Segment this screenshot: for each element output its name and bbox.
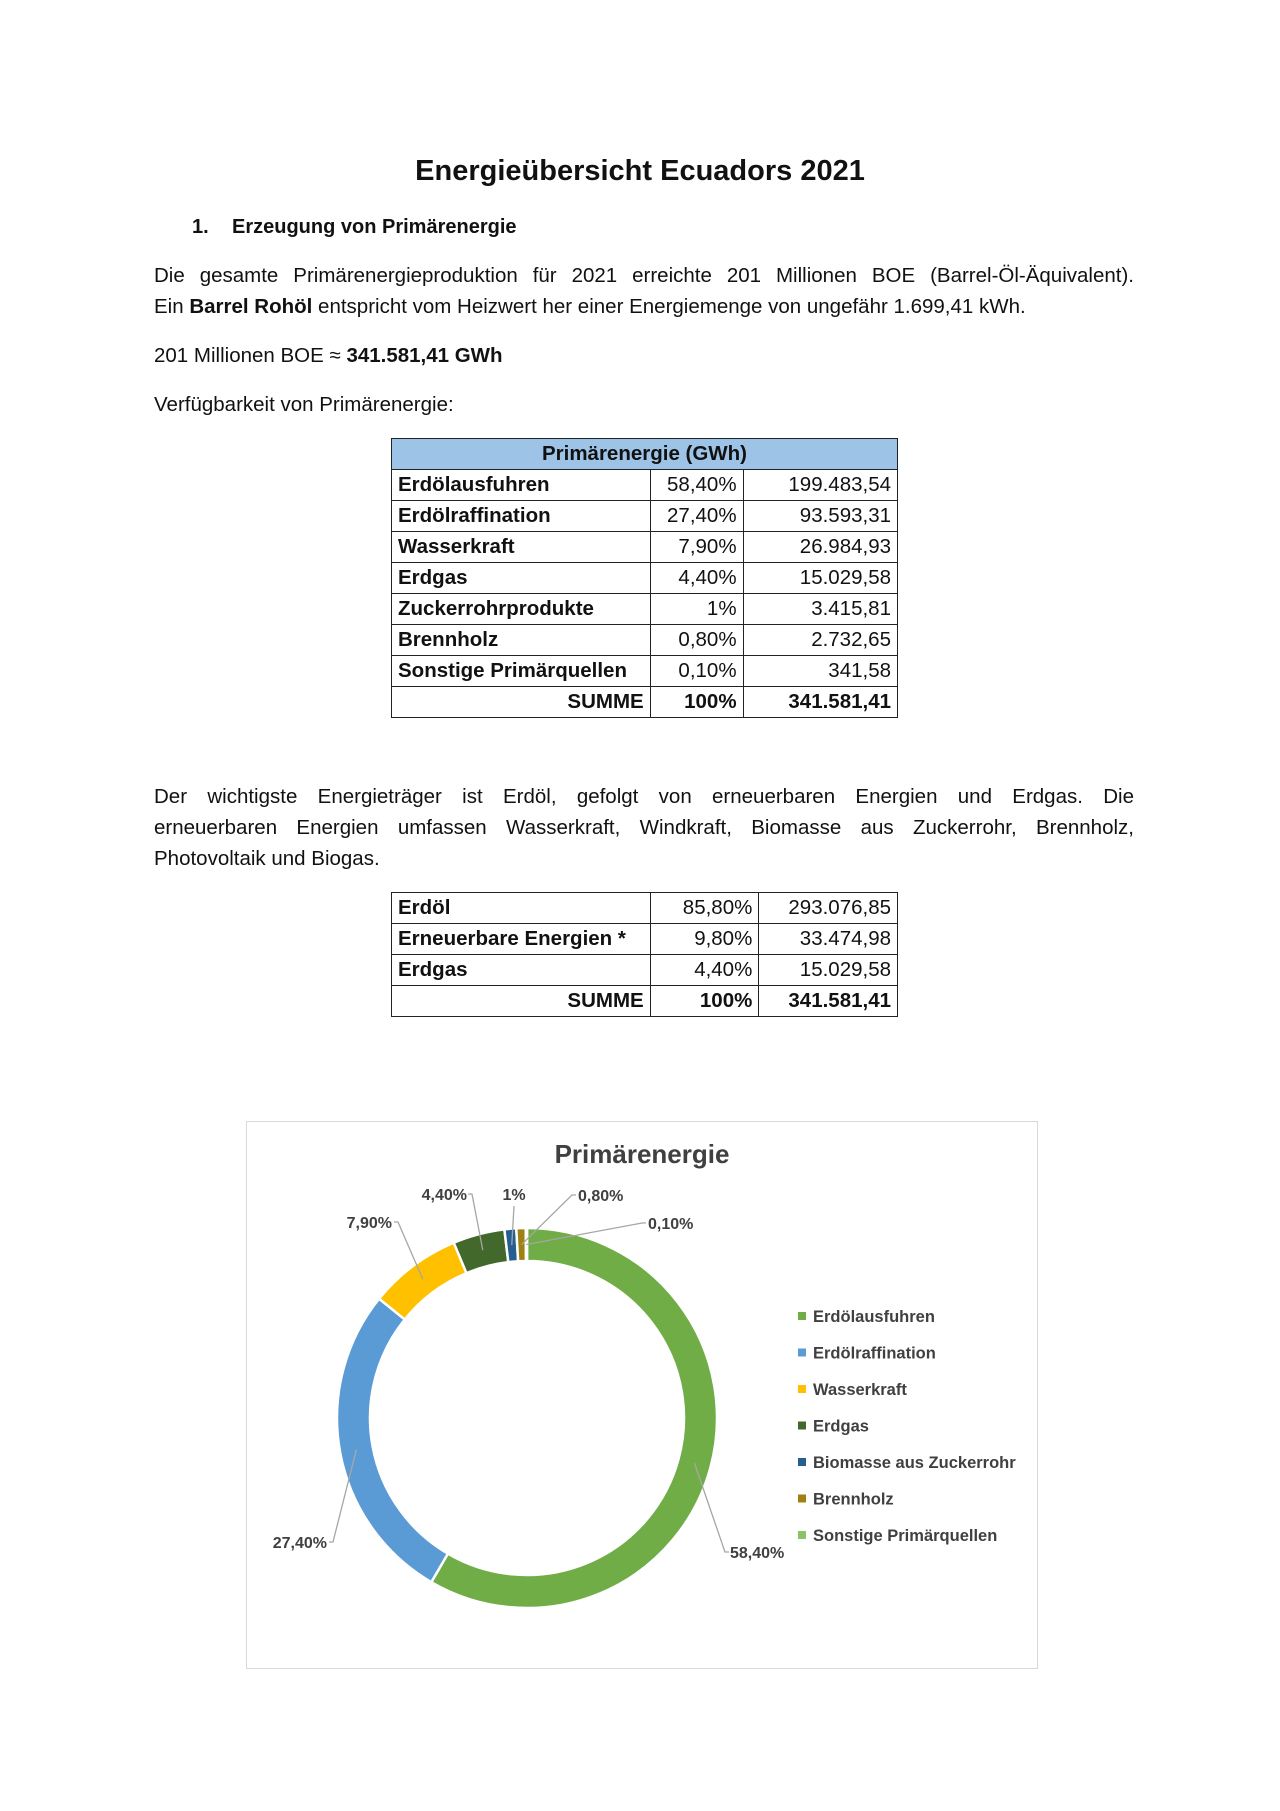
row-gwh: 199.483,54 [743,470,897,501]
sum-gwh: 341.581,41 [743,687,897,718]
conversion-pre: 201 Millionen BOE ≈ [154,344,347,367]
row-percent: 0,10% [650,656,743,687]
legend-label-wasserkraft: Wasserkraft [813,1381,907,1399]
sum-percent: 100% [650,986,759,1017]
document-title: Energieübersicht Ecuadors 2021 [415,155,865,187]
donut-slice-erdolraffination [337,1299,448,1582]
chart-slices [337,1228,717,1608]
row-percent: 4,40% [650,955,759,986]
row-label: Sonstige Primärquellen [392,656,651,687]
sum-label: SUMME [392,986,651,1017]
leader-line [694,1463,729,1552]
legend-swatch-brennholz [798,1495,806,1503]
row-label: Erdgas [392,955,651,986]
legend-label-biomasse-aus-zuckerrohr: Biomasse aus Zuckerrohr [813,1454,1016,1472]
row-percent: 4,40% [650,563,743,594]
carrier-line-3: Photovoltaik und Biogas. [154,847,380,870]
donut-slice-wasserkraft [379,1243,466,1320]
legend-label-sonstige-primarquellen: Sonstige Primärquellen [813,1527,998,1545]
conversion-value: 341.581,41 GWh [346,344,503,367]
section-number: 1. [192,216,209,238]
legend-swatch-erdgas [798,1422,806,1430]
intro-line-2-post: entspricht vom Heizwert her einer Energiemenge von ungefähr 1.699,41 kWh. [312,295,1026,318]
row-gwh: 15.029,58 [759,955,898,986]
row-gwh: 3.415,81 [743,594,897,625]
row-percent: 27,40% [650,501,743,532]
data-label-biomasse-aus-zuckerrohr: 1% [502,1187,526,1204]
row-percent: 9,80% [650,924,759,955]
row-percent: 85,80% [650,893,759,924]
donut-slice-brennholz [516,1228,526,1261]
data-label-erdolraffination: 27,40% [272,1535,327,1552]
intro-line-1: Die gesamte Primärenergieproduktion für 2021 erreichte 201 Millionen BOE (Barrel-Öl-Äquivalent). [154,264,1134,287]
row-label: Zuckerrohrprodukte [392,594,651,625]
availability-label: Verfügbarkeit von Primärenergie: [154,393,454,416]
row-percent: 1% [650,594,743,625]
intro-line-2-bold: Barrel Rohöl [189,295,313,318]
data-label-sonstige-primarquellen: 0,10% [648,1216,694,1233]
row-label: Wasserkraft [392,532,651,563]
data-label-wasserkraft: 7,90% [346,1215,392,1232]
row-label: Brennholz [392,625,651,656]
intro-line-2-pre: Ein [154,295,190,318]
row-label: Erdgas [392,563,651,594]
legend-swatch-biomasse-aus-zuckerrohr [798,1458,806,1466]
row-label: Erneuerbare Energien * [392,924,651,955]
legend-swatch-erdolausfuhren [798,1312,806,1320]
row-percent: 58,40% [650,470,743,501]
row-percent: 0,80% [650,625,743,656]
row-percent: 7,90% [650,532,743,563]
legend-swatch-erdolraffination [798,1349,806,1357]
donut-slice-erdolausfuhren [431,1228,717,1608]
sum-gwh: 341.581,41 [759,986,898,1017]
row-label: Erdölraffination [392,501,651,532]
legend-label-erdolraffination: Erdölraffination [813,1344,936,1363]
row-label: Erdölausfuhren [392,470,651,501]
legend-swatch-sonstige-primarquellen [798,1531,806,1539]
row-gwh: 341,58 [743,656,897,687]
legend-swatch-wasserkraft [798,1385,806,1393]
data-label-brennholz: 0,80% [578,1188,624,1205]
row-gwh: 293.076,85 [759,893,898,924]
row-label: Erdöl [392,893,651,924]
data-label-erdolausfuhren: 58,40% [730,1545,785,1562]
row-gwh: 93.593,31 [743,501,897,532]
row-gwh: 33.474,98 [759,924,898,955]
carrier-line-1: Der wichtigste Energieträger ist Erdöl, gefolgt von erneuerbaren Energien und Erdgas. Die [154,785,1134,808]
sum-percent: 100% [650,687,743,718]
legend-label-erdgas: Erdgas [813,1417,869,1436]
table-header: Primärenergie (GWh) [392,439,898,470]
section-title: Erzeugung von Primärenergie [232,216,517,238]
chart-legend [798,1308,1016,1545]
legend-label-brennholz: Brennholz [813,1490,894,1509]
row-gwh: 2.732,65 [743,625,897,656]
chart-title: Primärenergie [554,1139,730,1169]
sum-label: SUMME [392,687,651,718]
row-gwh: 26.984,93 [743,532,897,563]
row-gwh: 15.029,58 [743,563,897,594]
data-label-erdgas: 4,40% [421,1187,467,1204]
carrier-line-2: erneuerbaren Energien umfassen Wasserkraft, Windkraft, Biomasse aus Zuckerrohr, Brennholz, [154,816,1134,839]
legend-label-erdolausfuhren: Erdölausfuhren [813,1308,935,1326]
